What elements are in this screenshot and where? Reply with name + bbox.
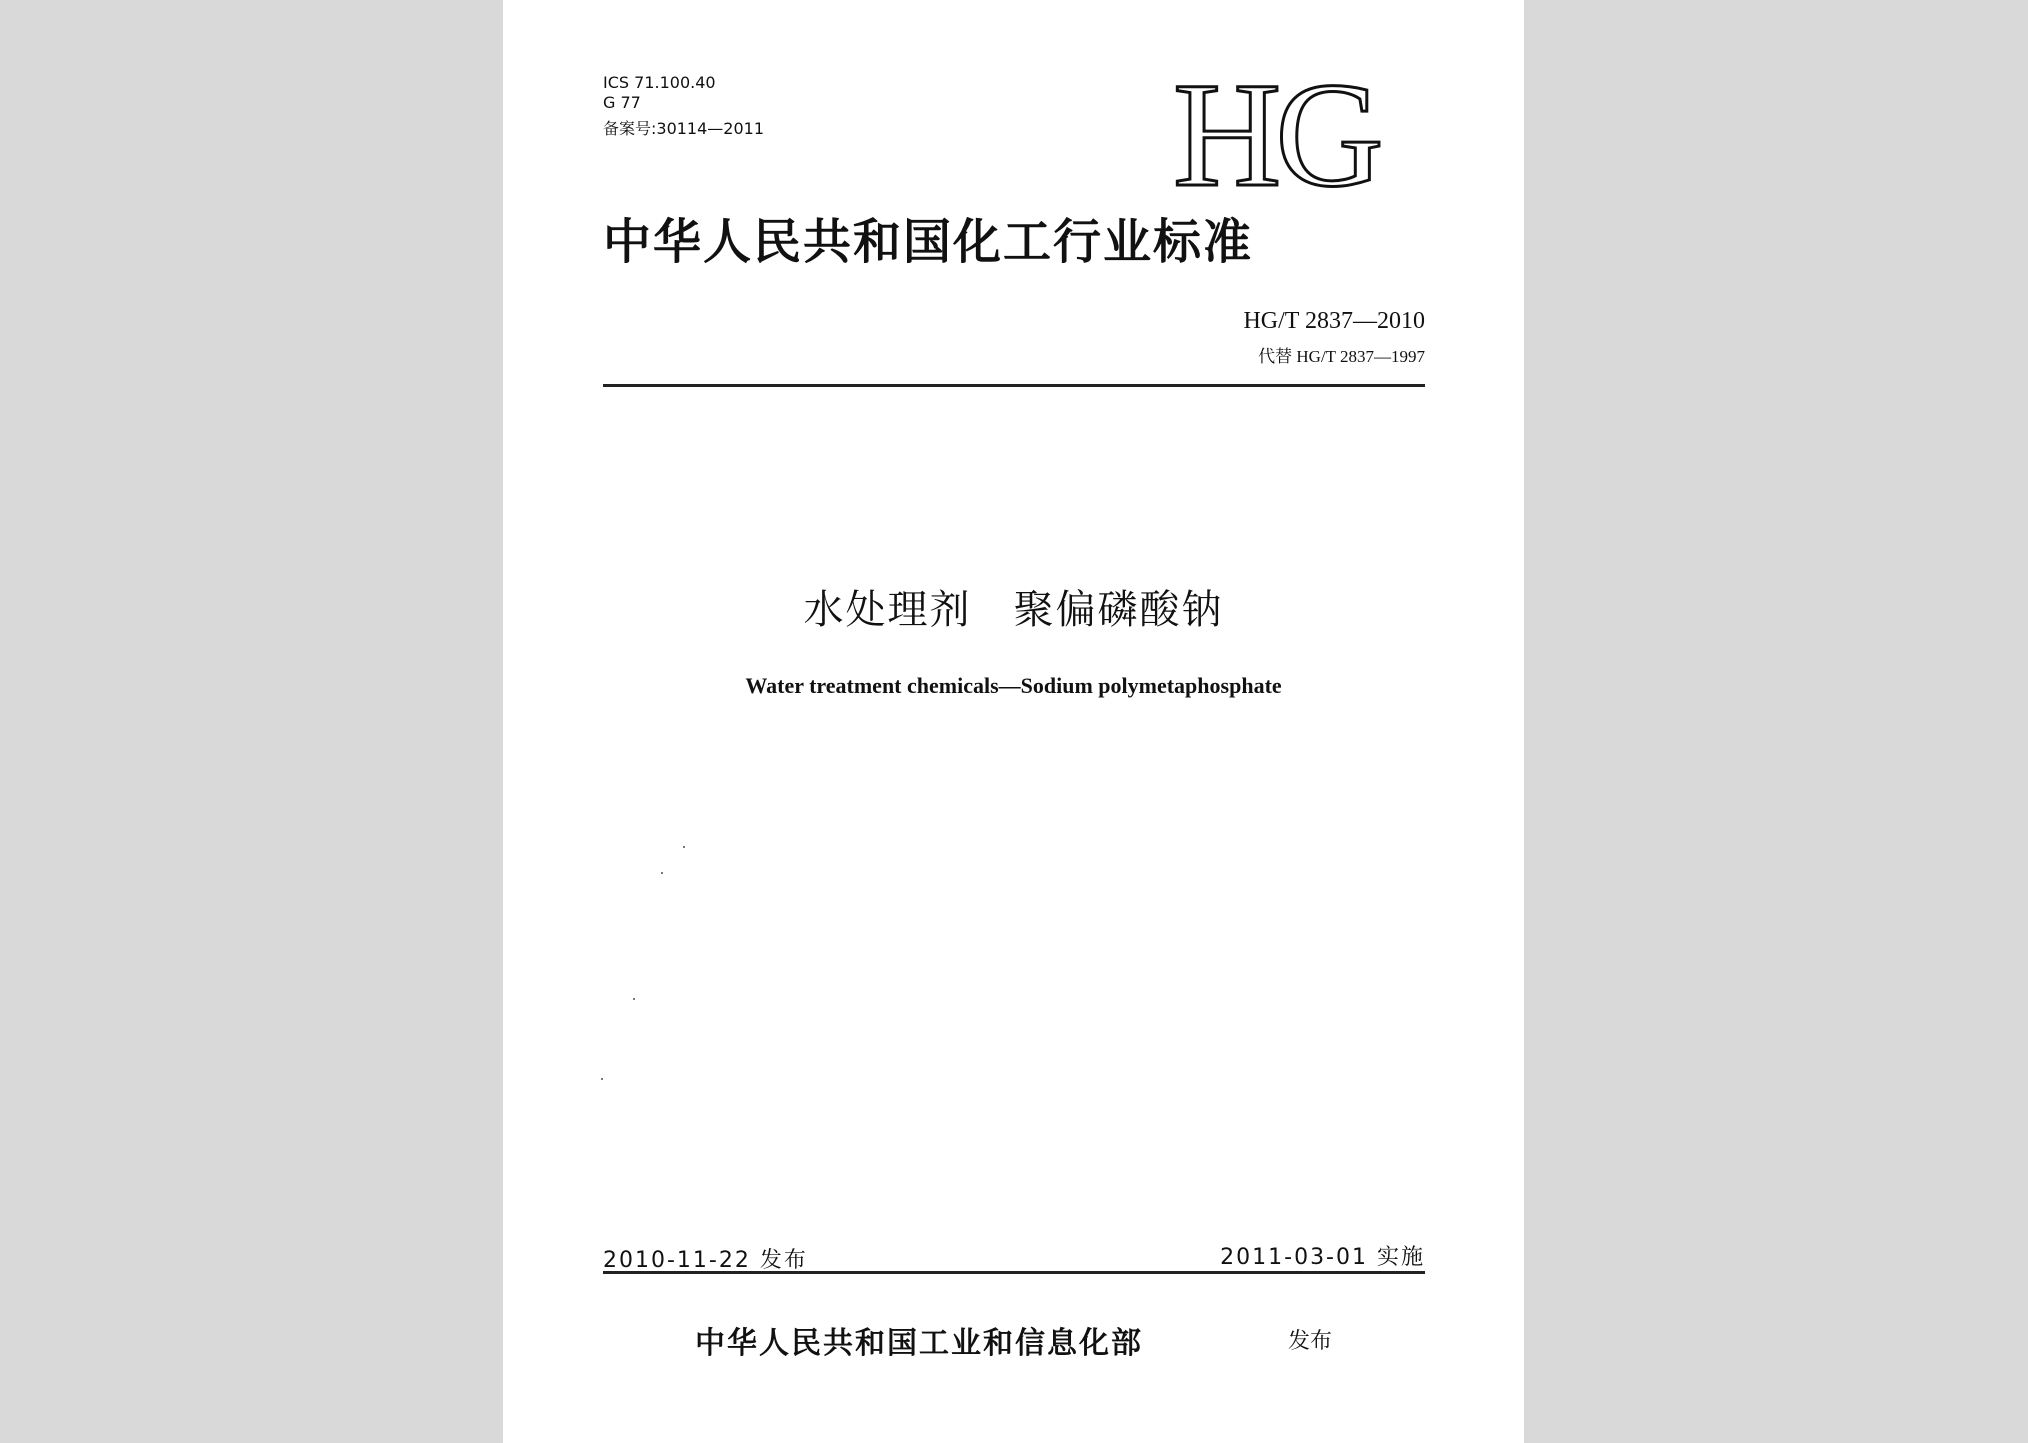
standard-title: 中华人民共和国化工行业标准 <box>603 214 1254 270</box>
replaces-code: 代替 HG/T 2837—1997 <box>1258 347 1425 366</box>
footer-divider <box>603 1271 1425 1274</box>
scan-speck <box>661 872 663 874</box>
record-number: 备案号:30114—2011 <box>603 119 765 138</box>
document-page <box>503 0 1524 1443</box>
ccs-code: G 77 <box>603 93 641 112</box>
standard-code: HG/T 2837—2010 <box>1243 308 1425 334</box>
scan-speck <box>601 1078 603 1080</box>
ics-code: ICS 71.100.40 <box>603 73 716 92</box>
scan-speck <box>633 998 635 1000</box>
effective-date: 2011-03-01 实施 <box>1220 1245 1425 1270</box>
header-divider <box>603 384 1425 387</box>
document-title-en: Water treatment chemicals—Sodium polymetaphosphate <box>745 673 1282 698</box>
issue-date: 2010-11-22 发布 <box>603 1248 808 1273</box>
issuer-suffix: 发布 <box>1288 1329 1333 1354</box>
document-title-cn: 水处理剂 聚偏磷酸钠 <box>803 587 1224 633</box>
hg-logo-mark: HG <box>1173 52 1378 218</box>
issuing-authority: 中华人民共和国工业和信息化部 <box>695 1326 1143 1361</box>
scan-speck <box>683 846 685 848</box>
